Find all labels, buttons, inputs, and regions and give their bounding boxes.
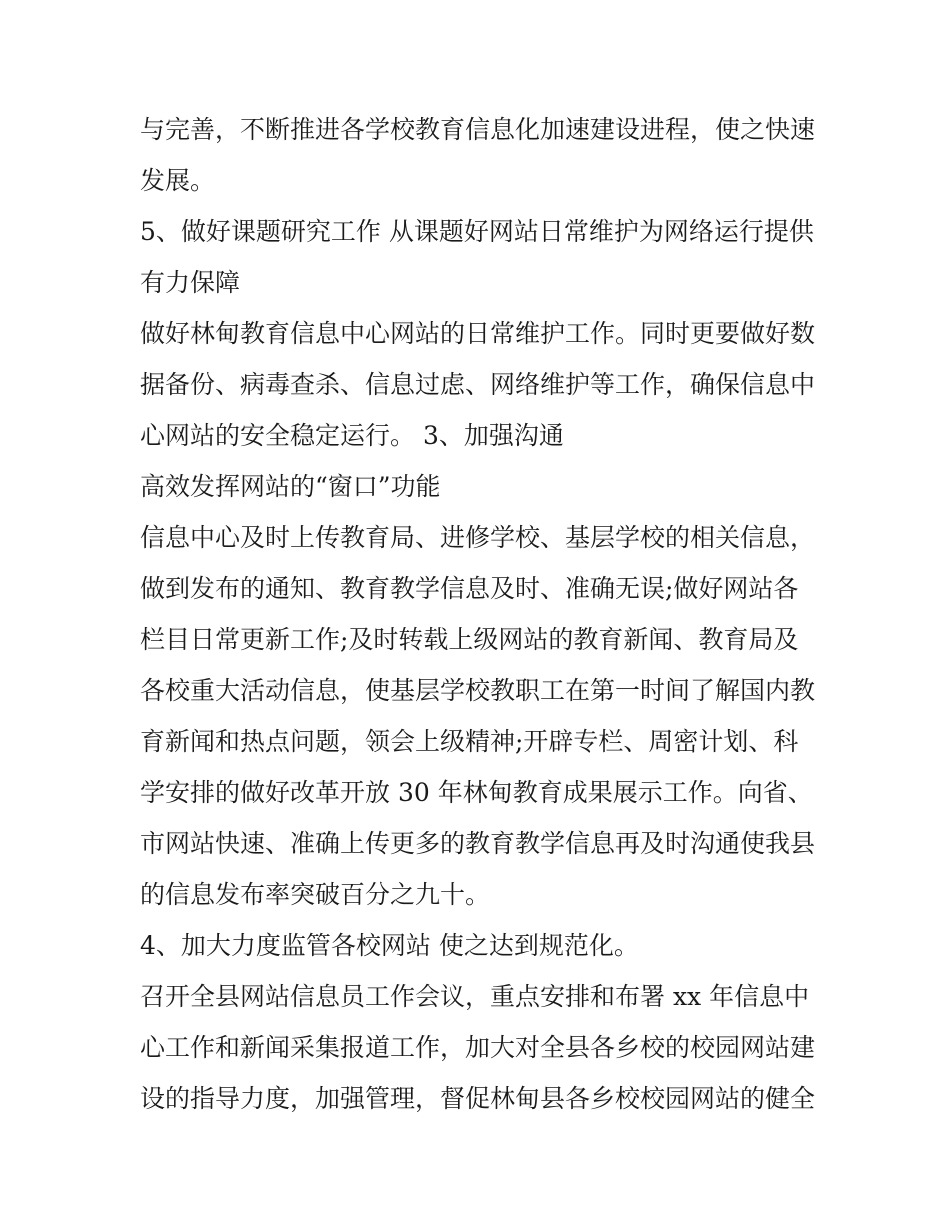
- text-line: 育新闻和热点问题，领会上级精神;开辟专栏、周密计划、科: [140, 727, 799, 756]
- text-line: 学安排的做好改革开放 30 年林甸教育成果展示工作。向省、: [140, 778, 813, 807]
- text-line: 设的指导力度，加强管理，督促林甸县各乡校校园网站的健全: [140, 1084, 816, 1113]
- text-line: 发展。: [140, 166, 216, 195]
- text-line: 栏目日常更新工作;及时转载上级网站的教育新闻、教育局及: [140, 625, 799, 654]
- text-line: 的信息发布率突破百分之九十。: [140, 880, 491, 909]
- section-heading: 4、加大力度监管各校网站 使之达到规范化。: [140, 931, 639, 960]
- text-line: 与完善，不断推进各学校教育信息化加速建设进程，使之快速: [140, 115, 816, 144]
- document-body: [140, 104, 840, 1124]
- text-line: 做好林甸教育信息中心网站的日常维护工作。同时更要做好数: [140, 319, 816, 348]
- text-line: 召开全县网站信息员工作会议，重点安排和布署 xx 年信息中: [140, 982, 810, 1011]
- text-line: 心工作和新闻采集报道工作，加大对全县各乡校的校园网站建: [140, 1033, 816, 1062]
- text-line: 市网站快速、准确上传更多的教育教学信息再及时沟通使我县: [140, 829, 816, 858]
- section-heading: 有力保障: [140, 268, 241, 297]
- section-heading: 高效发挥网站的“窗口”功能: [140, 472, 441, 501]
- text-line: 据备份、病毒查杀、信息过虑、网络维护等工作，确保信息中: [140, 370, 816, 399]
- text-line: 做到发布的通知、教育教学信息及时、准确无误;做好网站各: [140, 574, 799, 603]
- text-line: 信息中心及时上传教育局、进修学校、基层学校的相关信息，: [140, 523, 816, 552]
- text-line: 心网站的安全稳定运行。 3、加强沟通: [140, 421, 564, 450]
- section-heading: 5、做好课题研究工作 从课题好网站日常维护为网络运行提供: [140, 217, 814, 246]
- text-line: 各校重大活动信息，使基层学校教职工在第一时间了解国内教: [140, 676, 816, 705]
